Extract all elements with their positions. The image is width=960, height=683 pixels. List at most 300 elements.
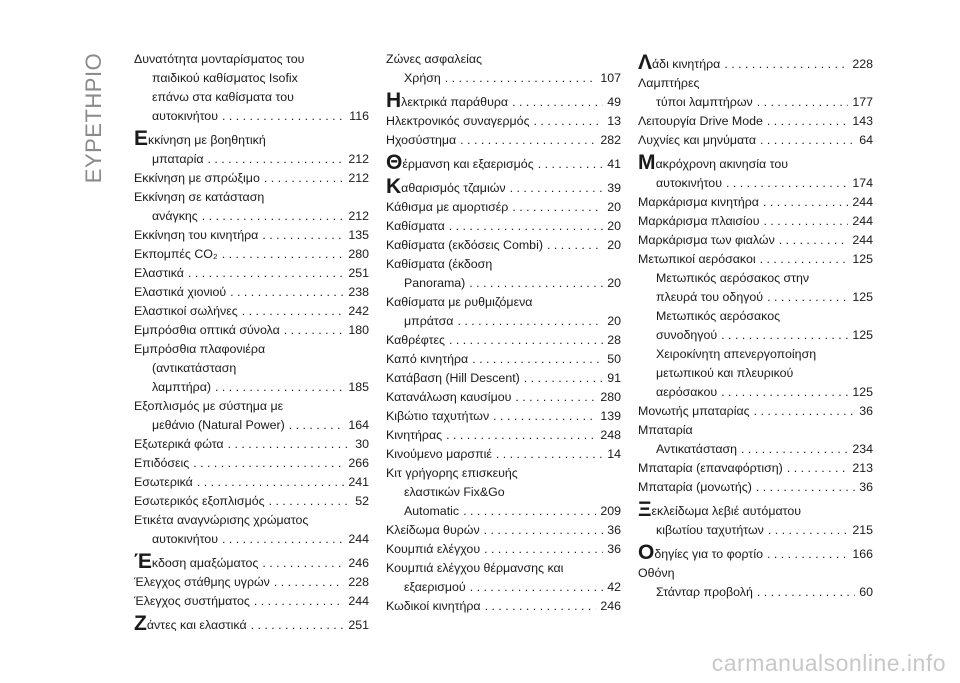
index-entry [386,91,621,112]
leader-dots [463,502,596,521]
index-entry [638,459,873,478]
index-entry [638,421,873,440]
entry-text: Εμπρόσθια οπτικά σύνολα [134,323,280,337]
entry-text: μπαταρία [152,152,204,166]
entry-text: έρμανση και εξαερισμός [402,157,534,171]
leader-dots [760,250,849,269]
index-entry [386,153,621,174]
page-number: 20 [607,200,621,214]
leader-dots [222,107,345,126]
entry-label [638,231,775,250]
entry-text: Κινούμενο μαρσπιέ [386,447,492,461]
entry-text: Ηχοσύστημα [386,133,457,147]
entry-text: εκλείδωμα λεβιέ αυτόματου [651,504,802,518]
entry-label [386,597,481,616]
entry-text: παιδικού καθίσματος Isofix [152,71,298,85]
page-number: 36 [607,542,621,556]
leader-dots [756,478,855,497]
index-column-3 [638,50,873,602]
index-entry [134,435,369,454]
entry-label [134,52,304,66]
leader-dots [524,369,603,388]
entry-text: αυτοκινήτου [152,109,218,123]
index-entry [134,473,369,492]
page-number: 282 [600,133,621,147]
index-entry [386,131,621,150]
entry-label [386,91,508,112]
index-entry [638,440,873,459]
entry-label [386,217,445,236]
entry-text: Κινητήρας [386,428,443,442]
leader-dots [242,302,345,321]
leader-dots [484,521,604,540]
entry-label [656,583,753,602]
index-entry [386,559,621,597]
index-entry [134,511,369,549]
entry-label [404,502,459,521]
entry-label [152,71,298,85]
page-number: 280 [600,390,621,404]
entry-label [134,127,266,150]
entry-text: κκίνηση με βοηθητική [148,133,266,147]
entry-text: Καθίσματα (εκδόσεις Combi) [386,238,543,252]
page-number: 52 [355,494,369,508]
entry-text: Automatic [404,504,460,518]
entry-label [152,90,294,104]
entry-label [656,347,816,361]
leader-dots [757,93,849,112]
entry-label [386,466,518,480]
entry-text: Έλεγχος συστήματος [134,594,250,608]
leader-dots [484,540,603,559]
entry-label [656,309,780,323]
leader-dots [496,445,603,464]
entry-text: Κιτ γρήγορης επισκευής [386,466,518,480]
index-entry [386,255,621,293]
page-number: 251 [348,266,369,280]
entry-text: Κουμπιά ελέγχου [386,542,481,556]
index-entry [386,350,621,369]
index-entry [134,492,369,511]
entry-label [656,366,793,380]
page-number: 242 [348,304,369,318]
entry-text: Επιδόσεις [134,456,190,470]
index-entry [638,269,873,307]
page-number: 135 [348,228,369,242]
leader-dots [510,179,604,198]
index-entry [386,445,621,464]
leader-dots [284,321,345,340]
entry-label [404,485,505,499]
entry-label [386,198,508,217]
section-title [80,48,108,188]
section-title-text: ΕΥΡΕΤΗΡΙΟ [81,52,106,184]
page-number: 91 [607,371,621,385]
entry-initial: Ε [134,127,149,150]
leader-dots [767,545,848,564]
index-column-2 [386,50,621,616]
page-number: 125 [852,385,873,399]
index-entry [638,193,873,212]
index-entry [386,331,621,350]
entry-label [656,521,764,540]
leader-dots [726,174,848,193]
entry-text: Ελαστικοί σωλήνες [134,304,238,318]
entry-label [386,561,563,575]
page-number: 213 [852,461,873,475]
entry-label [386,540,480,559]
watermark: carmanualsonline.info [711,650,946,676]
page-number: 13 [607,114,621,128]
entry-text: μεθάνιο (Natural Power) [152,418,285,432]
index-entry [134,50,369,126]
leader-dots [754,402,856,421]
entry-label [134,492,265,511]
entry-label [386,153,534,174]
page-number: 116 [349,109,369,123]
entry-text: Μονωτής μπαταρίας [638,404,750,418]
page-number: 246 [348,556,369,570]
index-entry [134,129,369,169]
leader-dots [208,150,345,169]
leader-dots [457,312,603,331]
entry-text: αυτοκινήτου [656,176,722,190]
entry-initial: Ο [638,541,655,564]
entry-label [134,573,270,592]
entry-text: Μπαταρία (μονωτής) [638,480,752,494]
entry-text: Λειτουργία Drive Mode [638,114,763,128]
entry-label [404,69,441,88]
leader-dots [515,388,596,407]
page-number: 20 [607,276,621,290]
entry-text: αυτοκινήτου [152,532,218,546]
index-entry [638,250,873,269]
entry-initial: Θ [386,151,403,174]
entry-text: Στάνταρ προβολή [656,585,753,599]
leader-dots [767,112,848,131]
page-number: 125 [852,290,873,304]
page-number: 36 [859,404,873,418]
leader-dots [254,592,344,611]
entry-text: Εκκίνηση του κινητήρα [134,228,259,242]
entry-label [638,566,675,580]
entry-label [386,52,482,66]
entry-label [656,288,763,307]
index-entry [386,464,621,521]
leader-dots [512,198,603,217]
index-entry [386,198,621,217]
entry-text: Έλεγχος στάθμης υγρών [134,575,270,589]
entry-label [638,423,693,437]
entry-text: Λυχνίες και μηνύματα [638,133,757,147]
entry-label [638,151,789,174]
page-number: 228 [348,575,369,589]
leader-dots [215,378,344,397]
leader-dots [721,383,848,402]
leader-dots [289,416,345,435]
index-entry [386,426,621,445]
index-entry [386,407,621,426]
entry-label [134,283,226,302]
leader-dots [779,231,849,250]
entry-text: Εκκίνηση σε κατάσταση [134,190,265,204]
index-entry [638,307,873,345]
page-number: 244 [348,594,369,608]
index-entry [638,212,873,231]
entry-text: Κατανάλωση καυσίμου [386,390,512,404]
entry-text: Ηλεκτρονικός συναγερμός [386,114,530,128]
entry-label [638,131,756,150]
entry-text: ακρόχρονη ακινησία του [655,157,789,171]
entry-text: Εκπομπές CO₂ [134,247,218,261]
page-number: 215 [852,523,873,537]
entry-text: εξαερισμού [404,580,466,594]
entry-label [134,245,218,264]
index-entry [134,614,369,635]
page-number: 50 [607,352,621,366]
entry-label [152,416,285,435]
page-number: 49 [607,95,621,109]
entry-text: πλευρά του οδηγού [656,290,764,304]
index-entry [638,543,873,564]
entry-label [386,388,511,407]
page-number: 164 [348,418,369,432]
entry-label [134,264,184,283]
entry-label [386,331,445,350]
page-number: 241 [348,475,369,489]
entry-text: Καθίσματα (έκδοση [386,257,493,271]
entry-text: Καθρέφτες [386,333,445,347]
entry-text: Κλείδωμα θυρών [386,523,480,537]
entry-text: Μπαταρία [638,423,693,437]
entry-initial: Λ [638,51,653,74]
leader-dots [538,155,604,174]
entry-text: Εξοπλισμός με σύστημα με [134,399,284,413]
leader-dots [449,331,603,350]
page-number: 180 [348,323,369,337]
entry-text: Ζώνες ασφαλείας [386,52,482,66]
entry-label [386,369,520,388]
entry-text: Καθίσματα [386,219,445,233]
index-entry [134,397,369,435]
entry-label [386,295,532,309]
entry-label [386,177,506,198]
entry-label [386,236,543,255]
index-entry [638,564,873,583]
entry-text: Ετικέτα αναγνώρισης χρώματος [134,513,309,527]
entry-label [656,93,753,112]
entry-text: άδι κινητήρα [652,57,721,71]
entry-text: Δυνατότητα μονταρίσματος του [134,52,305,66]
page-number: 251 [348,618,369,632]
entry-label [152,530,218,549]
entry-label [404,312,453,331]
page-number: 30 [355,437,369,451]
entry-label [638,53,720,74]
entry-label [134,302,238,321]
entry-text: ανάγκης [152,209,198,223]
leader-dots [470,578,604,597]
page-number: 177 [852,95,873,109]
entry-text: ελαστικών Fix&Go [404,485,505,499]
entry-label [134,321,280,340]
leader-dots [197,473,344,492]
leader-dots [534,112,604,131]
page-number: 36 [607,523,621,537]
leader-dots [472,350,603,369]
entry-text: Μαρκάρισμα κινητήρα [638,195,759,209]
entry-label [134,169,260,188]
page-number: 228 [852,57,873,71]
entry-text: Κατάβαση (Hill Descent) [386,371,520,385]
entry-label [638,478,752,497]
entry-label [134,513,308,527]
entry-label [638,193,759,212]
index-entry [134,283,369,302]
entry-label [386,407,489,426]
leader-dots [222,530,344,549]
index-entry [638,153,873,193]
leader-dots [264,169,344,188]
leader-dots [262,226,344,245]
entry-label [152,107,218,126]
index-entry [134,245,369,264]
index-entry [386,540,621,559]
entry-text: (αντικατάσταση [152,361,237,375]
page-number: 234 [852,442,873,456]
page-number: 209 [600,504,621,518]
index-entry [638,74,873,93]
index-entry [386,369,621,388]
entry-label [656,174,722,193]
index-entry [638,583,873,602]
page-number: 39 [607,181,621,195]
entry-text: Εξωτερικά φώτα [134,437,224,451]
entry-initial: Η [386,89,402,112]
leader-dots [767,288,848,307]
index-entry [638,93,873,112]
entry-text: Χειροκίνητη απενεργοποίηση [656,347,817,361]
index-entry [386,388,621,407]
entry-text: λαμπτήρα) [152,380,211,394]
entry-label [134,226,258,245]
entry-text: Κουμπιά ελέγχου θέρμανσης και [386,561,564,575]
page-number: 238 [348,285,369,299]
leader-dots [724,55,848,74]
page-number: 248 [600,428,621,442]
page-number: 139 [600,409,621,423]
leader-dots [757,583,855,602]
entry-text: Κάθισμα με αμορτισέρ [386,200,509,214]
leader-dots [202,207,345,226]
index-entry [386,293,621,331]
leader-dots [787,459,849,478]
page-number: 166 [852,547,873,561]
leader-dots [449,217,603,236]
leader-dots [193,454,344,473]
entry-text: λεκτρικά παράθυρα [401,95,509,109]
index-column-1 [134,50,369,635]
leader-dots [188,264,344,283]
entry-text: Καπό κινητήρα [386,352,469,366]
entry-text: Εσωτερικός εξοπλισμός [134,494,265,508]
entry-text: κιβωτίου ταχυτήτων [656,523,764,537]
entry-initial: Ξ [638,498,652,521]
entry-label [152,207,198,226]
leader-dots [547,236,603,255]
index-entry [386,521,621,540]
page-number: 212 [348,171,369,185]
entry-label [134,473,193,492]
page-number: 64 [859,133,873,147]
page-number: 244 [348,532,369,546]
entry-text: κδοση αμαξώματος [151,556,259,570]
entry-text: Κιβώτιο ταχυτήτων [386,409,490,423]
entry-initial: Κ [386,175,402,198]
page-number: 36 [859,480,873,494]
entry-text: Εκκίνηση με σπρώξιμο [134,171,260,185]
entry-label [386,257,492,271]
entry-text: δηγίες για το φορτίο [654,547,763,561]
entry-initial: Μ [638,151,656,174]
entry-text: Panorama) [404,276,466,290]
entry-label [152,361,236,375]
entry-label [638,250,756,269]
entry-label [638,212,759,231]
index-entry [386,112,621,131]
page-number: 143 [852,114,873,128]
index-entry [638,131,873,150]
entry-label [386,350,468,369]
page-number: 244 [852,214,873,228]
entry-text: μπράτσα [404,314,454,328]
entry-text: μετωπικού και πλευρικού [656,366,794,380]
entry-label [638,498,802,521]
index-entry [134,552,369,573]
index-entry [638,345,873,402]
entry-text: Κωδικοί κινητήρα [386,599,481,613]
page-number: 244 [852,233,873,247]
page-number: 20 [607,238,621,252]
index-entry [134,573,369,592]
entry-label [386,131,456,150]
index-entry [134,454,369,473]
index-entry [638,53,873,74]
leader-dots [721,326,848,345]
index-entry [386,217,621,236]
page-number: 107 [600,71,621,85]
leader-dots [485,597,597,616]
entry-label [638,543,763,564]
entry-label [134,614,247,635]
index-entry [134,302,369,321]
leader-dots [445,69,597,88]
index-entry [134,340,369,397]
index-entry [386,50,621,88]
entry-text: Μαρκάρισμα των φιαλών [638,233,775,247]
entry-label [386,112,530,131]
page-number: 266 [348,456,369,470]
entry-label [134,454,189,473]
page-number: 212 [348,152,369,166]
leader-dots [274,573,344,592]
page-number: 20 [607,314,621,328]
entry-label [152,378,211,397]
entry-text: Μαρκάρισμα πλαισίου [638,214,760,228]
index-entry [134,188,369,226]
page-number: 125 [852,328,873,342]
entry-label [152,150,204,169]
